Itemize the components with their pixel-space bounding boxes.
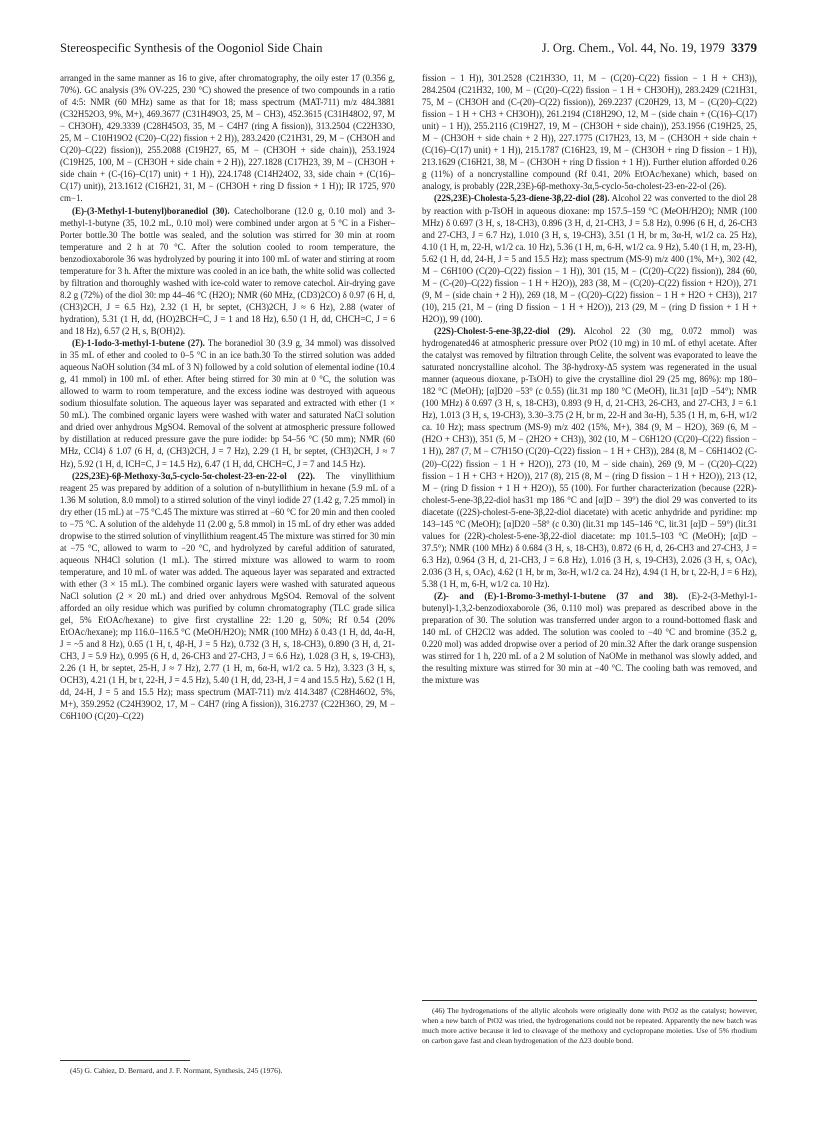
- section-heading: (22S)-Cholest-5-ene-3β,22-diol (29).: [434, 325, 576, 336]
- journal-name: J. Org. Chem., Vol. 44, No. 19, 1979: [541, 41, 725, 55]
- footnote-right: (46) The hydrogenations of the allylic alcohols were originally done with PtO2 as the catalyst; however, when a new batch of PtO2 was tried, the hydrogenations could not be repeated. Apparently the new batch was much more active because it led to cleavage of the methoxy and cyclopropane moieties. Use of 5% rhodium on carbon gave fast and clean hydrogenation of the Δ23 double bond.: [422, 1006, 757, 1045]
- section-heading: (22S,23E)-Cholesta-5,23-diene-3β,22-diol (28).: [434, 193, 610, 204]
- right-column: [422, 72, 757, 686]
- journal-citation: [542, 40, 757, 56]
- section-heading: (E)-1-Iodo-3-methyl-1-butene (27).: [72, 338, 205, 349]
- section-heading: (22S,23E)-6β-Methoxy-3α,5-cyclo-5α-cholest-23-en-22-ol (22).: [72, 470, 315, 481]
- paragraph: fission − 1 H)), 301.2528 (C21H33O, 11, M − (C(20)–C(22) fission − 1 H + CH3)), 284.2504 (C21H32, 100, M − (C(20)–C(22) fission − 1 H + CH3OH)), 283.2429 (C21H31, 75, M − (CH3OH and (C-(20)–C(22) fission)), 269.2237 (C20H29, 13, M − (C(20)–C(22) fission − 1 H + CH3 + CH3OH)), 261.2194 (C18H29O, 12, M − (side chain + (C(16)–C(17) unit) − 1 H)), 255.2116 (C19H27, 19, M − (CH3OH + side chain)), 253.1956 (C19H25, 25, M − (CH3OH + side chain + 2 H)), 227.1775 (C17H23, 13, M − (CH3OH + side chain + (C(16)–C(17) unit) + 1 H)), 215.1787 (C16H23, 19, M − (CH3OH + ring D fission − 1 H)), 213.1629 (C16H21, 38, M − (CH3OH + ring D fission + 1 H)). Further elution afforded 0.26 g (11%) of a noncrystalline compound (Rf 0.41, 20% EtOAc/hexane) which, based on analogy, is probably (22R,23E)-6β-methoxy-3α,5-cyclo-5α-cholest-23-en-22-ol (26).: [422, 73, 757, 192]
- page-number: 3379: [731, 40, 757, 55]
- left-column: [60, 72, 395, 723]
- paragraph: (22S)-Cholest-5-ene-3β,22-diol (29). Alcohol 22 (30 mg, 0.072 mmol) was hydrogenated46 at atmospheric pressure over PtO2 (10 mg) in 10 mL of ethyl acetate. After the catalyst was removed by filtration through Celite, the solvent was evaporated to leave the saturated noncrystalline alcohol. The 3β-hydroxy-Δ5 system was regenerated in the usual manner (aqueous dioxane, p-TsOH) to give the crystalline diol 29 (25 mg, 86%): mp 180–182 °C (MeOH); [α]D20 −53° (c 0.55) (lit.31 mp 180 °C (MeOH), lit.31 [α]D −54°); NMR (100 MHz) δ 0.697 (3 H, s, 18-CH3), 0.893 (9 H, d, 21-CH3, 26-CH3, and 27-CH3, J = 6.1 Hz), 1.013 (3 H, s, 19-CH3), 3.30–3.75 (2 H, br m, 22-H and 3α-H), 5.35 (1 H, m, 6-H, w1/2 ca. 10 Hz); mass spectrum (MS-9) m/z 402 (15%, M+), 384 (9, M − H2O), 369 (6, M − (H2O + CH3)), 351 (5, M − (2H2O + CH3)), 302 (10, M − C6H12O (C(20)–C(22) fission − 1 H)), 287 (7, M − C7H15O (C(20)–C(22) fission − 1 H + CH3)), 284 (8, M − C6H14O2 (C-(20)–C(22) fission − 1 H + H2O)), 273 (10, M − side chain), 269 (9, M − (C(20)–C(22) fission − 1 H + CH3 + H2O)), 217 (8), 215 (8, M − (ring D fission − 1 H + H2O)), 213 (12, M − (ring D fission + 1 H + H2O)), 55 (100). For further characterization (because (22R)-cholest-5-ene-3β,22-diol has31 mp 186 °C and [α]D − 39°) the diol 29 was converted to its diacetate ((22S)-cholest-5-ene-3β,22-diol diacetate) with acetic anhydride and pyridine: mp 143–145 °C (MeOH); [α]D20 −58° (c 0.30) (lit.31 mp 145–146 °C, lit.31 [α]D − 59°) (lit.31 values for (22R)-cholest-5-ene-3β,22-diol diacetate: mp 101.5–103 °C (MeOH); [α]D − 37.5°); NMR (100 MHz) δ 0.684 (3 H, s, 18-CH3), 0.872 (6 H, d, 26-CH3 and 27-CH3, J = 6.3 Hz), 0.964 (3 H, d, 21-CH3, J = 6.8 Hz), 1.016 (3 H, s, 19-CH3), 2.026 (3 H, s, OAc), 2.036 (3 H, s, OAc), 4.62 (1 H, br m, 3α-H, w1/2 ca. 24 Hz), 4.94 (1 H, br t, 22-H, J = 6 Hz), 5.38 (1 H, m, 6-H, w1/2 ca. 10 Hz).: [422, 325, 757, 589]
- paragraph: (E)-1-Iodo-3-methyl-1-butene (27). The boranediol 30 (3.9 g, 34 mmol) was dissolved in 35 mL of ether and cooled to 0–5 °C in an ice bath.30 To the stirred solution was added aqueous NaOH solution (34 mL of 3 N) followed by a cold solution of elemental iodine (10.4 g, 41 mmol) in 100 mL of ether. After being stirred for 30 min at 0 °C, the solution was allowed to warm to room temperature, and the excess iodine was destroyed with aqueous sodium thiosulfate solution. The aqueous layer was separated and extracted with ether (1 × 50 mL). The combined organic layers were washed with water and saturated NaCl solution and dried over anhydrous MgSO4. Removal of the solvent at atmospheric pressure followed by distillation at reduced pressure gave the pure iodide: bp 54–56 °C (50 mm); NMR (60 MHz, CCl4) δ 1.07 (6 H, d, (CH3)2CH, J = 7 Hz), 2.29 (1 H, br septet, (CH3)2CH, J ≈ 7 Hz), 5.92 (1 H, d, ICH=C, J = 14.5 Hz), 6.47 (1 H, dd, CHCH=C, J = 7 and 14.5 Hz).: [60, 338, 395, 469]
- footnote-rule: [60, 1060, 190, 1061]
- page-header: [60, 40, 757, 56]
- paragraph: arranged in the same manner as 16 to give, after chromatography, the oily ester 17 (0.356 g, 70%). GC analysis (3% OV-225, 230 °C) showed the presence of two compounds in a ratio of 4:5: NMR (60 MHz) same as that for 18; mass spectrum (MAT-711) m/z 484.3881 (C32H52O3, 9%, M+), 469.3677 (C31H49O3, 25, M − CH3), 452.3615 (C31H48O2, 97, M − CH3OH), 429.3339 (C28H45O3, 35, M − C4H7 (ring A fission)), 313.2504 (C22H33O, 25, M − C10H19O2 (C20)–C(22) fission + 2 H)), 283.2420 (C21H31, 29, M − (CH3OH and C(20)–C(22) fission)), 255.2088 (C19H27, 65, M − (CH3OH + side chain)), 253.1924 (C19H25, 100, M − (CH3OH + side chain + 2 H)), 227.1828 (C17H23, 39, M − (CH3OH + side chain + (C-(16)–C(17) unit) + 1 H)), 224.1748 (C14H24O2, 33, side chain + (C(16)–C(17) unit)), 213.1612 (C16H21, 31, M − (CH3OH + ring D fission + 1 H)); IR 1725, 970 cm−1.: [60, 73, 395, 204]
- footnote-rule: [422, 1000, 757, 1001]
- footnote-left: (45) G. Cahiez, D. Bernard, and J. F. Normant, Synthesis, 245 (1976).: [70, 1066, 283, 1075]
- paragraph: (22S,23E)-6β-Methoxy-3α,5-cyclo-5α-cholest-23-en-22-ol (22). The vinyllithium reagent 25 was prepared by addition of a solution of n-butyllithium in hexane (5.9 mL of a 1.36 M solution, 8.0 mmol) to a stirred solution of the vinyl iodide 27 (1.42 g, 7.25 mmol) in dry ether (15 mL) at −75 °C.45 The mixture was stirred at −60 °C for 20 min and then cooled to −75 °C. A solution of the aldehyde 11 (2.00 g, 5.8 mmol) in 15 mL of dry ether was added dropwise to the stirred solution of vinyllithium reagent.45 The mixture was stirred for 30 min at −75 °C, allowed to warm to −20 °C, and hydrolyzed by careful addition of saturated, aqueous NH4Cl solution (1 mL). The stirred mixture was allowed to warm to room temperature, and 10 mL of water was added. The aqueous layer was separated and extracted with ether (3 × 15 mL). The combined organic layers were washed with saturated aqueous NaCl solution (2 × 20 mL) and dried over anhydrous MgSO4. Removal of the solvent afforded an oily residue which was purified by column chromatography (TLC grade silica gel, 5% EtOAc/hexane) to give first crystalline 22: 1.20 g, 50%; Rf 0.54 (20% EtOAc/hexane); mp 116.0–116.5 °C (MeOH/H2O); NMR (100 MHz) δ 0.43 (1 H, dd, 4α-H, J = ~5 and 8 Hz), 0.65 (1 H, t, 4β-H, J = 5 Hz), 0.732 (3 H, s, 18-CH3), 0.890 (3 H, d, 21-CH3, J = 5.9 Hz), 0.995 (6 H, d, 26-CH3 and 27-CH3, J = 6.6 Hz), 1.028 (3 H, s, 19-CH3), 2.26 (1 H, br septet, 25-H, J ≈ 7 Hz), 2.77 (1 H, m, 6α-H, w1/2 ca. 5 Hz), 3.323 (3 H, s, OCH3), 4.21 (1 H, br t, 22-H, J = 4.5 Hz), 5.40 (1 H, dd, 23-H, J = 4 and 15.5 Hz), 5.62 (1 H, dd, 24-H, J = 5 and 15.5 Hz); mass spectrum (MAT-711) m/z 414.3487 (C28H46O2, 5%, M+), 359.2952 (C24H39O2, 17, M − C4H7 (ring A fission)), 316.2737 (C22H36O, 29, M − C6H10O (C(20)–C(22): [60, 470, 395, 722]
- running-title: Stereospecific Synthesis of the Oogoniol Side Chain: [60, 41, 323, 55]
- section-heading: (Z)- and (E)-1-Bromo-3-methyl-1-butene (37 and 38).: [434, 591, 678, 602]
- paragraph: (E)-(3-Methyl-1-butenyl)boranediol (30). Catecholborane (12.0 g, 0.10 mol) and 3-methyl-1-butyne (35, 10.2 mL, 0.10 mol) were combined under argon at 5 °C in a Fisher–Porter bottle.30 The bottle was sealed, and the solution was stirred for 30 min at room temperature and 2 h at 70 °C. After the solution cooled to room temperature, the benzodioxaborole 36 was hydrolyzed by pouring it into 100 mL of water and stirring at room temperature for 3 h. After the mixture was cooled in an ice bath, the white solid was collected by filtration and thoroughly washed with ice-cold water to remove catechol. Air-drying gave 8.2 g (72%) of the diol 30: mp 44–46 °C (H2O); NMR (60 MHz, (CD3)2CO) δ 0.97 (6 H, d, (CH3)2CH, J = 6.5 Hz), 2.32 (1 H, br septet, (CH3)2CH, J ≈ 6 Hz), 2.88 (water of hydration), 5.31 (1 H, dd, (HO)2BCH=C, J = 1 and 18 Hz), 6.50 (1 H, dd, CHCH=C, J = 6 and 18 Hz), 6.57 (2 H, s, B(OH)2).: [60, 205, 395, 336]
- section-heading: (E)-(3-Methyl-1-butenyl)boranediol (30).: [72, 205, 230, 216]
- paragraph: (Z)- and (E)-1-Bromo-3-methyl-1-butene (37 and 38). (E)-2-(3-Methyl-1-butenyl)-1,3,2-benzodioxaborole (36, 0.110 mol) was prepared as described above in the preparation of 30. The solution was transferred under argon to a round-bottomed flask and 140 mL of CH2Cl2 was added. The solution was cooled to −40 °C and bromine (35.2 g, 0.220 mol) was added dropwise over a period of 20 min.32 After the dark orange suspension was stirred for 1 h, 220 mL of a 2 M solution of NaOMe in methanol was slowly added, and the resulting mixture was stirred for 30 min at −40 °C. The cooling bath was removed, and the mixture was: [422, 591, 757, 686]
- paragraph: (22S,23E)-Cholesta-5,23-diene-3β,22-diol (28). Alcohol 22 was converted to the diol 28 by reaction with p-TsOH in aqueous dioxane: mp 157.5–159 °C (MeOH/H2O); NMR (100 MHz) δ 0.697 (3 H, s, 18-CH3), 0.896 (3 H, d, 21-CH3, J = 5.8 Hz), 0.996 (6 H, d, 26-CH3 and 27-CH3, J = 6.7 Hz), 1.010 (3 H, s, 19-CH3), 3.51 (1 H, br m, 3α-H, w1/2 ca. 25 Hz), 4.10 (1 H, m, 22-H, w1/2 ca. 10 Hz), 5.36 (1 H, m, 6-H, w1/2 ca. 9 Hz), 5.40 (1 H, m, 23-H), 5.62 (1 H, dd, 24-H, J = 5 and 15.5 Hz); mass spectrum (MS-9) m/z 400 (1%, M+), 302 (42, M − C6H10O (C(20)–C(22) fission − 1 H)), 301 (15, M − (C(20)–C(22) fission)), 284 (60, M − (C-(20)–C(22) fission − 1 H + H2O)), 283 (38, M − (C(20)–C(22) fission + H2O)), 271 (9, M − (side chain + 2 H)), 269 (18, M − (C(20)–C(22) fission − 1 H + H2O + CH3)), 217 (10), 215 (21, M − (ring D fission − 1 H + H2O)), 213 (29, M − (ring D fission + 1 H + H2O)), 99 (100).: [422, 193, 757, 324]
